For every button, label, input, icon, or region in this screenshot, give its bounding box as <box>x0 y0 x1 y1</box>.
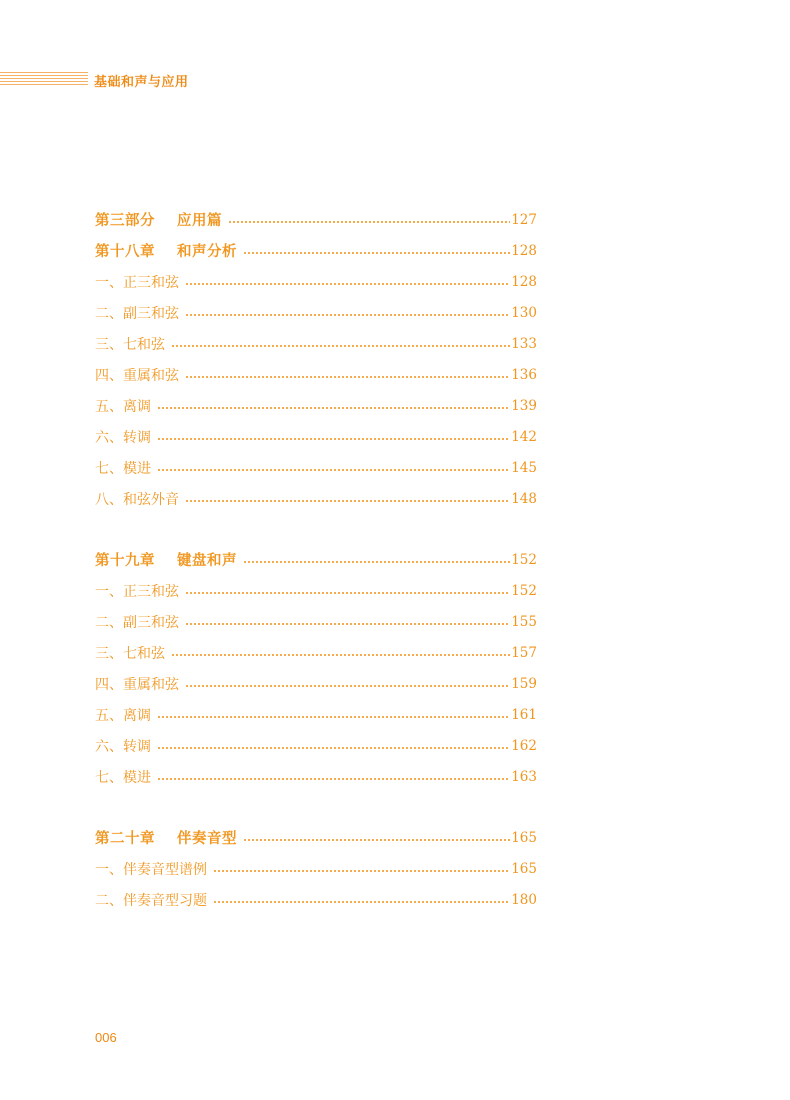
toc-page-number: 127 <box>511 211 537 228</box>
toc-page-number: 165 <box>511 829 537 846</box>
toc-item-row[interactable] <box>95 668 537 699</box>
dot-leader <box>157 747 510 749</box>
toc-page-number: 142 <box>511 428 537 445</box>
dot-leader <box>157 407 510 409</box>
toc-item-row[interactable] <box>95 266 537 297</box>
toc-entry-label: 二、伴奏音型习题 <box>95 892 207 909</box>
toc-page-number: 145 <box>511 459 537 476</box>
toc-page-number: 128 <box>511 273 537 290</box>
dot-leader <box>185 314 510 316</box>
toc-entry-label <box>95 240 243 261</box>
toc-heading-row[interactable] <box>95 235 537 266</box>
toc-page-number: 155 <box>511 613 537 630</box>
toc-entry-label: 一、正三和弦 <box>95 274 179 291</box>
toc-heading-title: 和声分析 <box>177 244 237 260</box>
toc-entry-label: 七、模进 <box>95 460 151 477</box>
toc-entry-label: 三、七和弦 <box>95 336 165 353</box>
dot-leader <box>157 469 510 471</box>
toc-entry-label: 四、重属和弦 <box>95 676 179 693</box>
toc-item-row[interactable] <box>95 637 537 668</box>
toc-entry-label <box>95 827 243 848</box>
dot-leader <box>157 438 510 440</box>
dot-leader <box>228 221 510 223</box>
toc-page-number: 128 <box>511 242 537 259</box>
toc-page-number: 159 <box>511 675 537 692</box>
toc-page-number: 157 <box>511 644 537 661</box>
toc-item-row[interactable] <box>95 483 537 514</box>
toc-entry-label: 四、重属和弦 <box>95 367 179 384</box>
toc-entry-label: 八、和弦外音 <box>95 491 179 508</box>
toc-page-number: 180 <box>511 891 537 908</box>
toc-heading-row[interactable] <box>95 544 537 575</box>
toc-heading-prefix: 第二十章 <box>95 831 155 847</box>
dot-leader <box>171 654 510 656</box>
toc-entry-label: 一、正三和弦 <box>95 583 179 600</box>
running-header-title: 基础和声与应用 <box>94 75 189 90</box>
toc-heading-row[interactable] <box>95 822 537 853</box>
dot-leader <box>185 685 510 687</box>
toc-page-number: 152 <box>511 551 537 568</box>
toc-page-number: 165 <box>511 860 537 877</box>
toc-entry-label: 五、离调 <box>95 398 151 415</box>
toc-item-row[interactable] <box>95 699 537 730</box>
toc-item-row[interactable] <box>95 359 537 390</box>
toc-item-row[interactable] <box>95 421 537 452</box>
dot-leader <box>213 870 510 872</box>
dot-leader <box>213 901 510 903</box>
toc-item-row[interactable] <box>95 452 537 483</box>
page-number: 006 <box>95 1030 117 1045</box>
dot-leader <box>171 345 510 347</box>
table-of-contents <box>95 204 537 915</box>
dot-leader <box>243 252 510 254</box>
dot-leader <box>157 716 510 718</box>
section-spacer <box>95 514 537 544</box>
dot-leader <box>185 500 510 502</box>
toc-heading-prefix: 第十八章 <box>95 244 155 260</box>
toc-page-number: 162 <box>511 737 537 754</box>
toc-page-number: 136 <box>511 366 537 383</box>
toc-entry-label: 六、转调 <box>95 429 151 446</box>
dot-leader <box>185 623 510 625</box>
toc-entry-label: 一、伴奏音型谱例 <box>95 861 207 878</box>
toc-page-number: 152 <box>511 582 537 599</box>
dot-leader <box>157 778 510 780</box>
dot-leader <box>185 376 510 378</box>
toc-item-row[interactable] <box>95 297 537 328</box>
toc-page-number: 163 <box>511 768 537 785</box>
toc-item-row[interactable] <box>95 606 537 637</box>
toc-item-row[interactable] <box>95 730 537 761</box>
header-decoration-lines <box>0 72 88 86</box>
dot-leader <box>185 592 510 594</box>
toc-heading-title: 键盘和声 <box>177 553 237 569</box>
dot-leader <box>243 839 510 841</box>
toc-entry-label: 五、离调 <box>95 707 151 724</box>
toc-entry-label: 六、转调 <box>95 738 151 755</box>
toc-item-row[interactable] <box>95 853 537 884</box>
toc-heading-prefix: 第十九章 <box>95 553 155 569</box>
toc-page-number: 161 <box>511 706 537 723</box>
toc-heading-title: 应用篇 <box>177 213 222 229</box>
toc-page-number: 133 <box>511 335 537 352</box>
toc-entry-label: 三、七和弦 <box>95 645 165 662</box>
section-spacer <box>95 792 537 822</box>
toc-entry-label <box>95 549 243 570</box>
toc-item-row[interactable] <box>95 761 537 792</box>
toc-entry-label: 二、副三和弦 <box>95 305 179 322</box>
dot-leader <box>243 561 510 563</box>
toc-page-number: 148 <box>511 490 537 507</box>
toc-item-row[interactable] <box>95 575 537 606</box>
toc-item-row[interactable] <box>95 884 537 915</box>
toc-entry-label <box>95 209 228 230</box>
toc-heading-title: 伴奏音型 <box>177 831 237 847</box>
toc-item-row[interactable] <box>95 328 537 359</box>
toc-page-number: 139 <box>511 397 537 414</box>
toc-heading-prefix: 第三部分 <box>95 213 155 229</box>
toc-item-row[interactable] <box>95 390 537 421</box>
toc-heading-row[interactable] <box>95 204 537 235</box>
toc-entry-label: 二、副三和弦 <box>95 614 179 631</box>
toc-page-number: 130 <box>511 304 537 321</box>
dot-leader <box>185 283 510 285</box>
toc-entry-label: 七、模进 <box>95 769 151 786</box>
